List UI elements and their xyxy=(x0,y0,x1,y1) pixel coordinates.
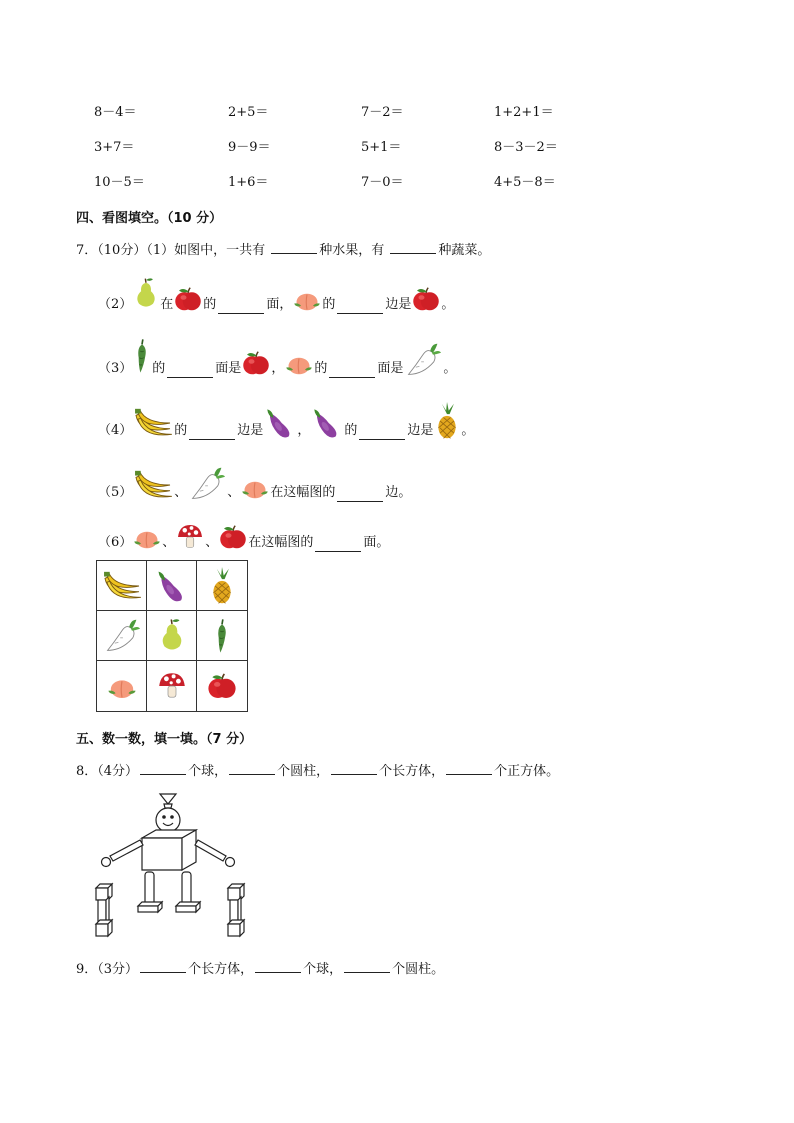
grid-cell xyxy=(147,611,197,661)
part-label: （2） xyxy=(98,297,133,312)
answer-blank[interactable] xyxy=(140,760,186,775)
apple-icon xyxy=(241,348,271,378)
grid-cell xyxy=(197,561,247,611)
part-label: （1） xyxy=(146,243,175,258)
question-text: 个长方体， xyxy=(188,962,254,977)
question-number: 8． xyxy=(76,764,98,779)
answer-blank[interactable] xyxy=(189,425,235,440)
mushroom-icon xyxy=(156,670,188,702)
expression: 7－0＝ xyxy=(361,175,404,190)
grid-cell xyxy=(147,561,197,611)
question-text: 个圆柱。 xyxy=(392,962,445,977)
radish-icon xyxy=(187,466,227,502)
pineapple-icon xyxy=(208,567,236,605)
question-text: 的 xyxy=(203,297,217,312)
question-text: ， xyxy=(271,361,285,376)
peach-icon xyxy=(132,522,162,552)
peach-icon xyxy=(284,348,314,378)
grid-cell xyxy=(147,661,197,711)
apple-icon xyxy=(206,670,238,702)
question-text: 种蔬菜。 xyxy=(438,243,491,258)
expression: 5+1＝ xyxy=(361,140,402,155)
question-text: 种水果，有 xyxy=(319,243,385,258)
question-text: 。 xyxy=(443,361,457,376)
question-text: 的 xyxy=(314,361,328,376)
answer-blank[interactable] xyxy=(315,537,361,552)
answer-blank[interactable] xyxy=(167,363,213,378)
part-label: （4） xyxy=(98,423,133,438)
section-heading: 五、数一数，填一填。（7 分） xyxy=(76,732,253,747)
answer-blank[interactable] xyxy=(271,239,317,254)
question-text: 的 xyxy=(344,423,358,438)
question-text: 。 xyxy=(461,423,475,438)
question-text: 。 xyxy=(441,297,455,312)
question-text: 个长方体， xyxy=(379,764,445,779)
pear-icon xyxy=(157,616,187,656)
question-text: 面， xyxy=(266,297,293,312)
answer-blank[interactable] xyxy=(331,760,377,775)
part-label: （6） xyxy=(98,535,133,550)
answer-blank[interactable] xyxy=(140,958,186,973)
pepper-icon xyxy=(132,334,152,378)
grid-cell xyxy=(97,661,147,711)
eggplant-icon xyxy=(310,406,344,440)
answer-blank[interactable] xyxy=(359,425,405,440)
answer-blank[interactable] xyxy=(255,958,301,973)
expression: 2+5＝ xyxy=(228,105,269,120)
expression: 8－3－2＝ xyxy=(494,140,558,155)
question-text: 的 xyxy=(322,297,336,312)
question-text: 如图中，一共有 xyxy=(174,243,266,258)
answer-blank[interactable] xyxy=(329,363,375,378)
question-text: 面是 xyxy=(215,361,242,376)
pepper-icon xyxy=(212,615,232,657)
grid-cell xyxy=(97,561,147,611)
answer-blank[interactable] xyxy=(390,239,436,254)
pineapple-icon xyxy=(433,402,461,440)
separator: 、 xyxy=(162,535,176,550)
question-score: （4分） xyxy=(97,764,139,779)
question-text: 的 xyxy=(152,361,166,376)
grid-cell xyxy=(197,661,247,711)
expression: 1+6＝ xyxy=(228,175,269,190)
robot-figure xyxy=(92,790,252,942)
question-score: （3分） xyxy=(97,962,139,977)
question-text: ， xyxy=(297,423,311,438)
question-text: 个圆柱， xyxy=(277,764,330,779)
question-number: 7． xyxy=(76,243,98,258)
eggplant-icon xyxy=(154,568,190,604)
question-text: 在这幅图的 xyxy=(270,485,336,500)
part-label: （5） xyxy=(98,485,133,500)
question-text: 边是 xyxy=(385,297,412,312)
q7-part1 xyxy=(76,239,490,260)
q7-part2 xyxy=(98,268,454,314)
fruit-grid xyxy=(96,560,248,712)
question-text: 面。 xyxy=(363,535,390,550)
part-label: （3） xyxy=(98,361,133,376)
question-text: 的 xyxy=(174,423,188,438)
expression: 8－4＝ xyxy=(94,105,137,120)
apple-icon xyxy=(411,284,441,314)
grid-cell xyxy=(197,611,247,661)
grid-cell xyxy=(97,611,147,661)
question-text: 在这幅图的 xyxy=(248,535,314,550)
eggplant-icon xyxy=(263,406,297,440)
question-text: 面是 xyxy=(377,361,404,376)
answer-blank[interactable] xyxy=(218,299,264,314)
separator: 、 xyxy=(174,485,188,500)
radish-icon xyxy=(403,342,443,378)
separator: 、 xyxy=(205,535,219,550)
q7-part5 xyxy=(98,460,411,502)
peach-icon xyxy=(240,472,270,502)
q7-part3 xyxy=(98,330,456,378)
question-text: 个球， xyxy=(188,764,228,779)
expression: 3+7＝ xyxy=(94,140,135,155)
expression: 9－9＝ xyxy=(228,140,271,155)
apple-icon xyxy=(218,522,248,552)
answer-blank[interactable] xyxy=(446,760,492,775)
q7-part4 xyxy=(98,398,474,440)
peach-icon xyxy=(292,284,322,314)
expression: 1+2+1＝ xyxy=(494,105,554,120)
answer-blank[interactable] xyxy=(337,299,383,314)
expression: 7－2＝ xyxy=(361,105,404,120)
question-text: 个球， xyxy=(303,962,343,977)
question-text: 在 xyxy=(160,297,174,312)
peach-icon xyxy=(106,670,138,702)
answer-blank[interactable] xyxy=(337,487,383,502)
q9-text xyxy=(76,958,444,979)
question-text: 边是 xyxy=(237,423,264,438)
answer-blank[interactable] xyxy=(344,958,390,973)
separator: 、 xyxy=(227,485,241,500)
pear-icon xyxy=(132,274,160,314)
q7-part6 xyxy=(98,512,389,552)
section-heading: 四、看图填空。（10 分） xyxy=(76,211,223,226)
question-text: 个正方体。 xyxy=(494,764,560,779)
question-number: 9． xyxy=(76,962,98,977)
expression: 4+5－8＝ xyxy=(494,175,556,190)
mushroom-icon xyxy=(175,522,205,552)
answer-blank[interactable] xyxy=(229,760,275,775)
expression: 10－5＝ xyxy=(94,175,145,190)
banana-icon xyxy=(101,569,143,603)
q8-text xyxy=(76,760,559,781)
question-text: 边是 xyxy=(407,423,434,438)
question-text: 边。 xyxy=(385,485,412,500)
banana-icon xyxy=(132,468,174,502)
banana-icon xyxy=(132,406,174,440)
question-score: （10分） xyxy=(97,243,147,258)
apple-icon xyxy=(173,284,203,314)
radish-icon xyxy=(102,618,142,654)
